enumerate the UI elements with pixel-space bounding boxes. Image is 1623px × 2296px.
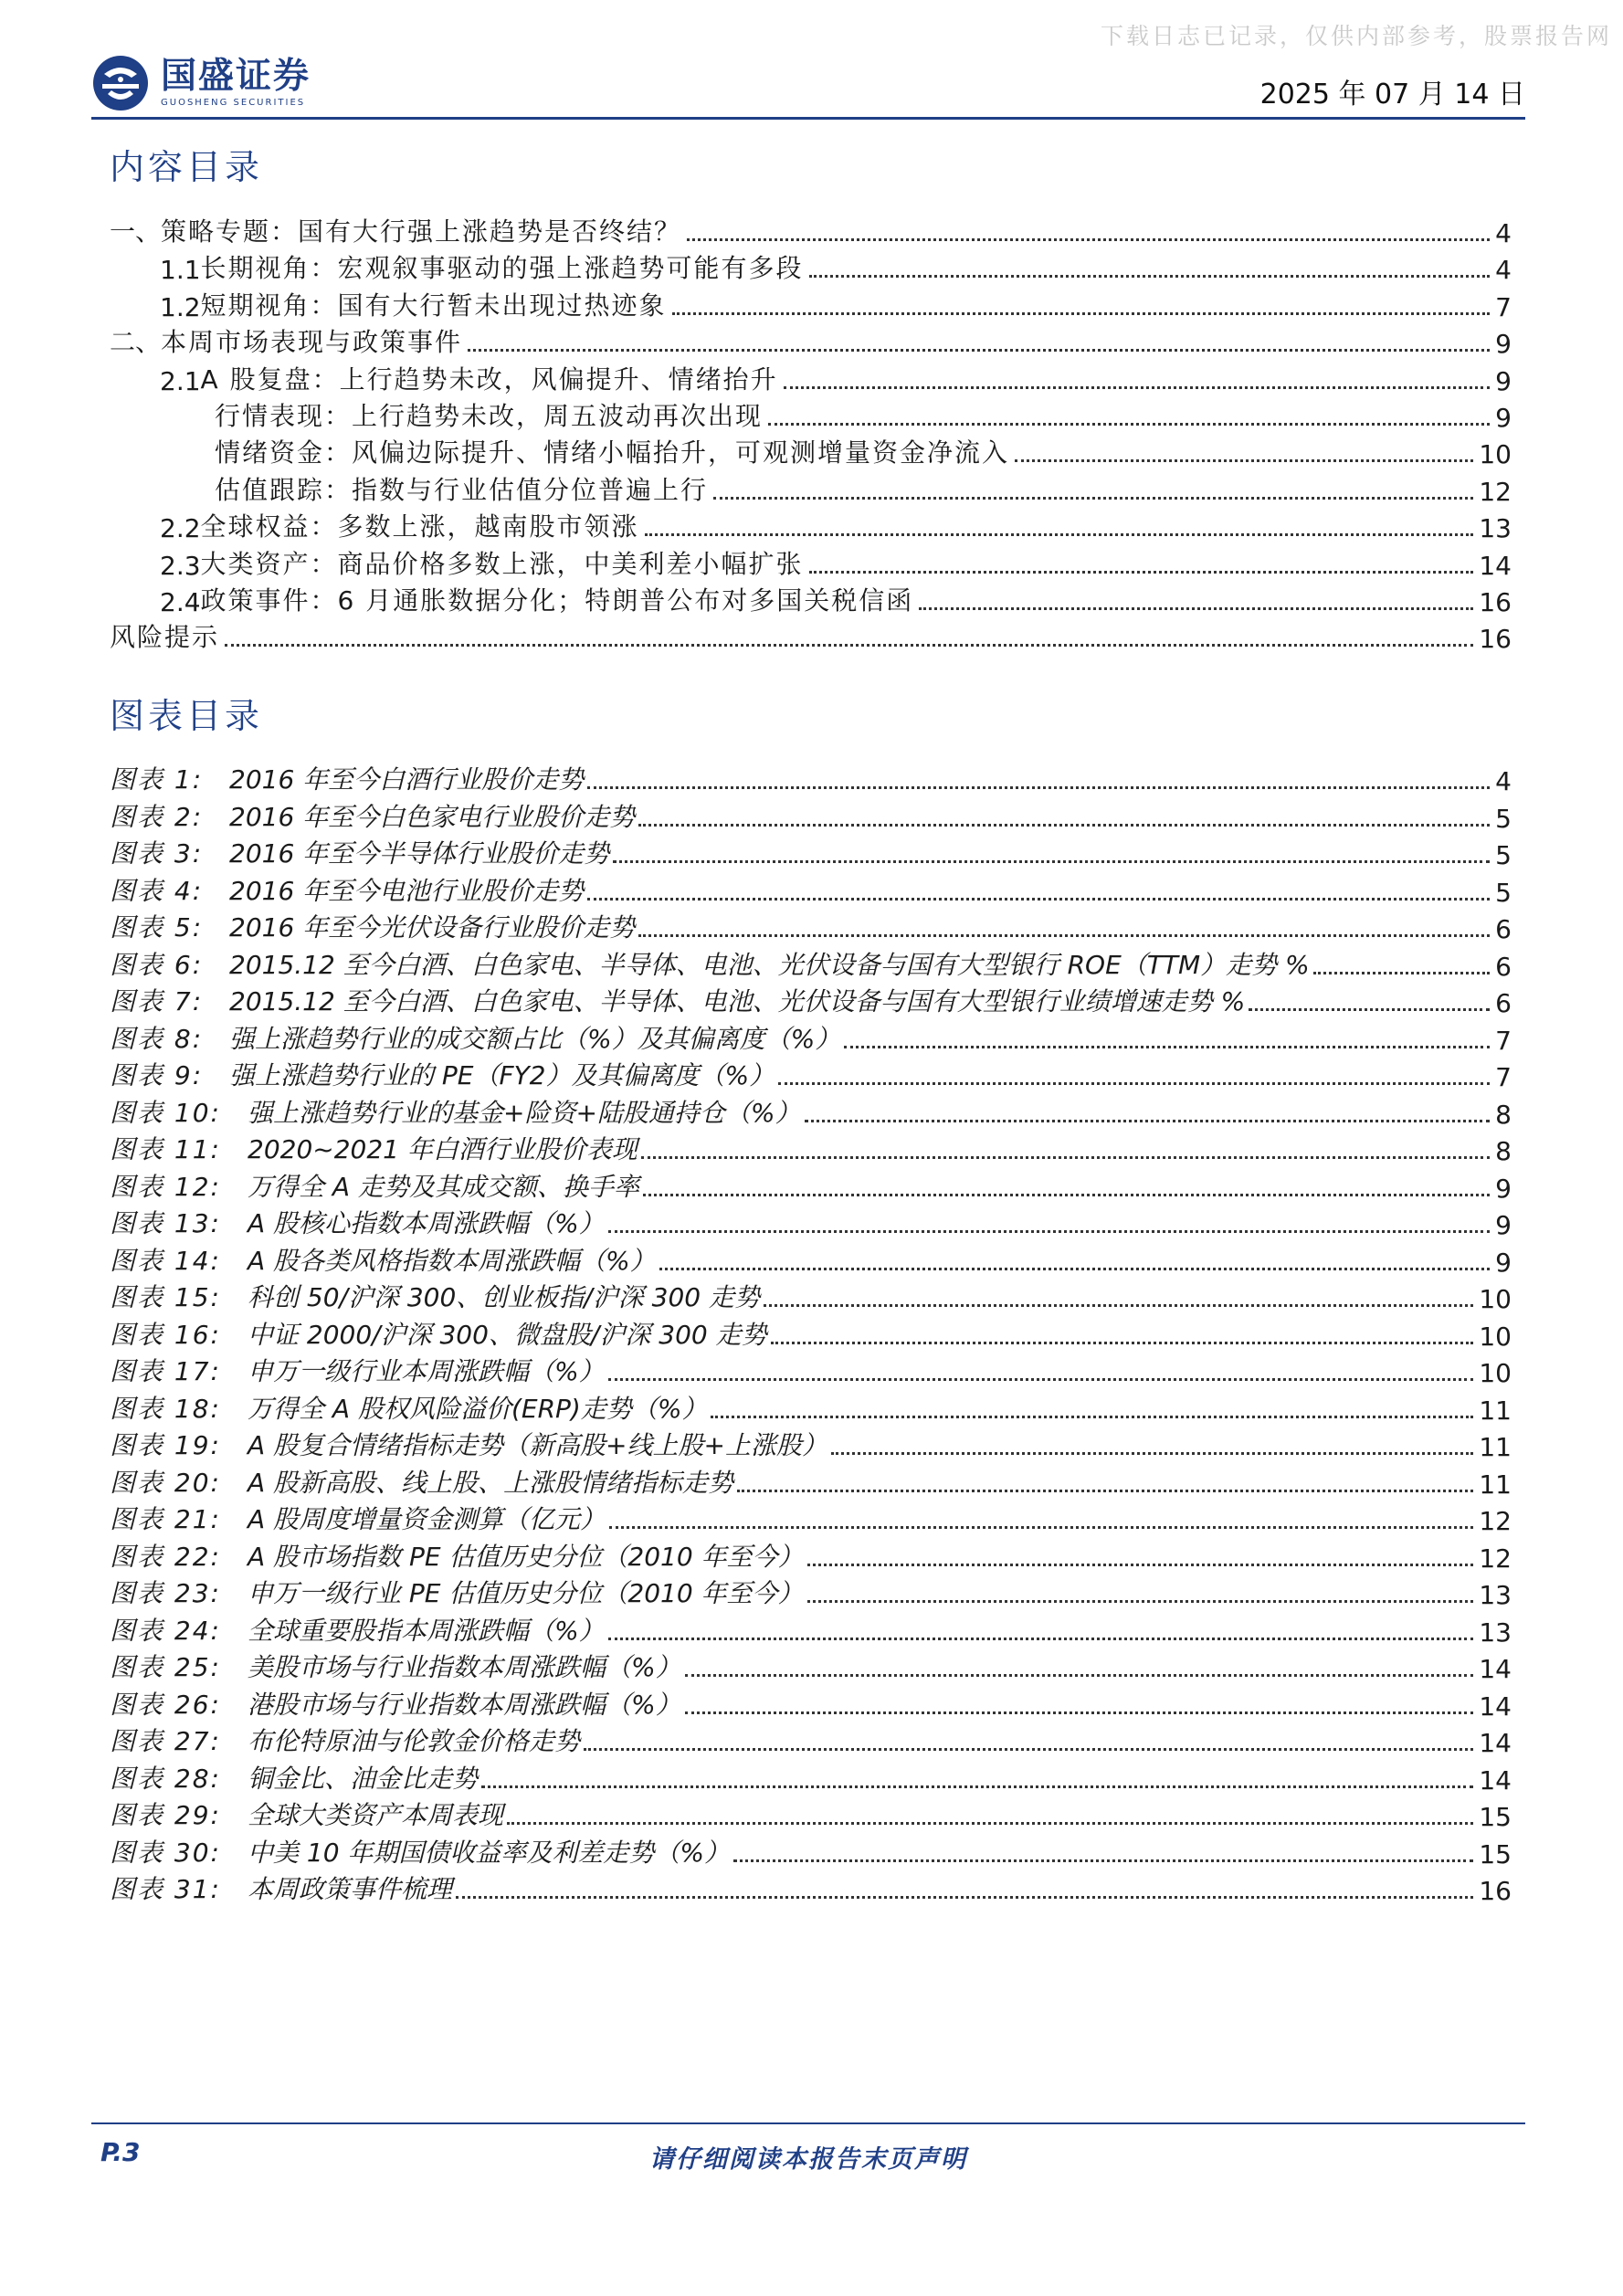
figure-dot-leader (608, 1230, 1491, 1233)
toc-entry[interactable] (110, 248, 1512, 285)
figure-entry[interactable] (110, 1130, 1512, 1166)
figure-entry[interactable] (110, 1315, 1512, 1352)
figure-entry-page: 5 (1495, 877, 1512, 908)
toc-entry-number: 二、 (110, 327, 162, 358)
toc-dot-leader (672, 312, 1491, 315)
figure-dot-leader (1249, 1008, 1490, 1011)
figure-entry-title: A 股核心指数本周涨跌幅（%） (248, 1208, 605, 1238)
figure-dot-leader (481, 1785, 1473, 1788)
figure-entry[interactable] (110, 797, 1512, 834)
toc-entry[interactable] (110, 507, 1512, 543)
figure-dot-leader (685, 1711, 1474, 1714)
figure-entry[interactable] (110, 1352, 1512, 1388)
figure-entry-title: A 股复合情绪指标走势（新高股+线上股+上涨股） (248, 1430, 827, 1460)
toc-entry[interactable] (110, 433, 1512, 469)
figure-dot-leader (659, 1268, 1491, 1270)
toc-dot-leader (468, 349, 1490, 352)
figure-entry-page: 5 (1495, 840, 1512, 870)
guosheng-logo-icon (91, 54, 150, 112)
figure-entry-page: 14 (1479, 1690, 1512, 1722)
toc-entry-title: 大类资产：商品价格多数上涨，中美利差小幅扩张 (200, 548, 804, 579)
figure-entry-page: 13 (1479, 1580, 1512, 1610)
figure-dot-leader (733, 1859, 1473, 1862)
figure-entry-title: 强上涨趋势行业的 PE（FY2）及其偏离度（%） (229, 1060, 775, 1090)
figure-entry-page: 7 (1495, 1062, 1512, 1092)
figure-entry[interactable] (110, 1426, 1512, 1462)
figure-list-title: 图表目录 (110, 696, 264, 736)
figure-entry-label: 图表 15: (110, 1282, 221, 1312)
figure-dot-leader (643, 1194, 1490, 1196)
figure-dot-leader (456, 1896, 1473, 1899)
figure-dot-leader (764, 1304, 1473, 1307)
toc-entry-title: A 股复盘：上行趋势未改，风偏提升、情绪抬升 (200, 363, 778, 395)
toc-entry[interactable] (110, 396, 1512, 433)
figure-entry-title: 全球重要股指本周涨跌幅（%） (248, 1615, 605, 1646)
figure-entry-label: 图表 6: (110, 949, 204, 980)
figure-entry-page: 14 (1479, 1728, 1512, 1758)
figure-entry[interactable] (110, 982, 1512, 1018)
figure-entry-page: 6 (1495, 988, 1512, 1018)
figure-entry-page: 9 (1495, 1210, 1512, 1240)
toc-dot-leader (645, 533, 1474, 536)
figure-dot-leader (807, 1600, 1474, 1603)
figure-entry-title: 申万一级行业 PE 估值历史分位（2010 年至今） (248, 1578, 804, 1608)
toc-entry-title: 本周市场表现与政策事件 (161, 327, 463, 358)
figure-entry[interactable] (110, 1019, 1512, 1056)
toc-entry[interactable] (110, 360, 1512, 396)
figure-entry-title: 强上涨趋势行业的基金+险资+陆股通持仓（%） (248, 1097, 801, 1128)
figure-entry-title: 全球大类资产本周表现 (248, 1800, 504, 1830)
figure-entry[interactable] (110, 1869, 1512, 1906)
figure-entry-page: 13 (1479, 1617, 1512, 1648)
figure-dot-leader (507, 1822, 1473, 1825)
figure-entry-page: 8 (1495, 1099, 1512, 1130)
figure-entry[interactable] (110, 1759, 1512, 1796)
figure-entry-label: 图表 4: (110, 875, 204, 906)
figure-entry-page: 16 (1479, 1876, 1512, 1906)
toc-dot-leader (768, 423, 1490, 426)
toc-entry-page: 10 (1479, 439, 1512, 470)
figure-entry-title: 2016 年至今光伏设备行业股价走势 (229, 912, 636, 943)
figure-entry-title: A 股市场指数 PE 估值历史分位（2010 年至今） (248, 1541, 804, 1572)
figure-dot-leader (587, 786, 1490, 789)
toc-entry-title: 行情表现：上行趋势未改，周五波动再次出现 (215, 401, 764, 431)
toc-entry-page: 9 (1495, 403, 1512, 433)
figure-entry-label: 图表 1: (110, 764, 204, 795)
figure-entry-page: 5 (1495, 803, 1512, 834)
toc-entry-title: 政策事件：6 月通胀数据分化；特朗普公布对多国关税信函 (200, 585, 914, 616)
figure-entry[interactable] (110, 1204, 1512, 1240)
figure-entry-label: 图表 28: (110, 1763, 221, 1794)
figure-entry-label: 图表 17: (110, 1356, 221, 1386)
figure-dot-leader (807, 1564, 1474, 1566)
figure-entry-title: 万得全 A 股权风险溢价(ERP)走势（%） (248, 1393, 708, 1424)
figure-entry-title: 中证 2000/沪深 300、微盘股/沪深 300 走势 (248, 1319, 767, 1350)
figure-entry-title: 布伦特原油与伦敦金价格走势 (248, 1726, 581, 1756)
figure-entry[interactable] (110, 1833, 1512, 1869)
toc-entry-number: 1.2 (160, 291, 201, 322)
toc-entry-number: 2.3 (160, 550, 201, 581)
toc-dot-leader (687, 238, 1490, 241)
figure-entry[interactable] (110, 1574, 1512, 1610)
toc-entry-page: 16 (1479, 624, 1512, 655)
figure-entry-title: 万得全 A 走势及其成交额、换手率 (248, 1171, 639, 1202)
figure-entry-label: 图表 10: (110, 1097, 221, 1128)
figure-entry-title: 2020~2021 年白酒行业股价表现 (248, 1134, 638, 1164)
figure-entry-page: 10 (1479, 1284, 1512, 1314)
figure-dot-leader (844, 1046, 1490, 1048)
figure-entry[interactable] (110, 1796, 1512, 1832)
figure-dot-leader (771, 1342, 1474, 1344)
figure-entry[interactable] (110, 1648, 1512, 1684)
figure-dot-leader (1313, 972, 1491, 974)
toc-entry-page: 4 (1495, 255, 1512, 286)
figure-dot-leader (609, 1526, 1473, 1529)
figure-entry-title: 铜金比、油金比走势 (248, 1763, 479, 1794)
page-footer (91, 2122, 1525, 2174)
figure-entry-title: 2016 年至今半导体行业股价走势 (229, 838, 610, 869)
figure-entry-label: 图表 30: (110, 1837, 221, 1868)
figure-entry-page: 14 (1479, 1654, 1512, 1684)
figure-dot-leader (711, 1416, 1473, 1418)
figure-dot-leader (584, 1748, 1473, 1751)
figure-entry-page: 12 (1479, 1506, 1512, 1536)
figure-entry-label: 图表 16: (110, 1319, 221, 1350)
figure-entry-label: 图表 14: (110, 1245, 221, 1276)
figure-entry-page: 6 (1495, 951, 1512, 982)
toc-entry-number: 2.1 (160, 365, 201, 396)
figure-entry-title: 科创 50/沪深 300、创业板指/沪深 300 走势 (248, 1282, 760, 1312)
figure-entry[interactable] (110, 1500, 1512, 1536)
figure-entry-label: 图表 5: (110, 912, 204, 943)
toc-dot-leader (919, 607, 1473, 610)
footer-page-number: P.3 (100, 2137, 141, 2167)
figure-dot-leader (638, 824, 1490, 827)
figure-entry-label: 图表 2: (110, 801, 204, 832)
figure-entry-label: 图表 3: (110, 838, 204, 869)
figure-dot-leader (778, 1082, 1490, 1085)
toc-dot-leader (713, 497, 1473, 500)
figure-entry-page: 14 (1479, 1764, 1512, 1796)
figure-dot-leader (608, 1638, 1474, 1640)
toc-entry-title: 全球权益：多数上涨，越南股市领涨 (200, 511, 639, 542)
figure-entry[interactable] (110, 1278, 1512, 1314)
figure-entry[interactable] (110, 1093, 1512, 1130)
watermark-text: 下载日志已记录，仅供内部参考，股票报告网 (1100, 23, 1612, 49)
figure-dot-leader (831, 1452, 1473, 1455)
toc-entry-number: 1.1 (160, 255, 201, 286)
toc-dot-leader (784, 386, 1491, 389)
figure-entry-label: 图表 13: (110, 1208, 221, 1238)
figure-entry[interactable] (110, 1463, 1512, 1500)
toc-entry-page: 9 (1495, 329, 1512, 360)
figure-entry-title: 港股市场与行业指数本周涨跌幅（%） (248, 1689, 681, 1720)
toc-dot-leader (225, 644, 1473, 647)
figure-entry-page: 11 (1479, 1432, 1512, 1462)
figure-entry-label: 图表 19: (110, 1430, 221, 1460)
figure-dot-leader (641, 1156, 1490, 1159)
figure-entry-page: 9 (1495, 1247, 1512, 1278)
figure-entry-label: 图表 11: (110, 1134, 221, 1164)
figure-entry-title: 美股市场与行业指数本周涨跌幅（%） (248, 1652, 681, 1682)
figure-entry[interactable] (110, 1722, 1512, 1758)
figure-entry-label: 图表 7: (110, 986, 204, 1016)
toc-title: 内容目录 (110, 147, 264, 187)
toc-entry[interactable] (110, 322, 1512, 359)
figure-entry-page: 6 (1495, 914, 1512, 944)
toc-entry-page: 16 (1479, 587, 1512, 617)
report-date: 2025 年 07 月 14 日 (1259, 79, 1525, 111)
toc-entry[interactable] (110, 617, 1512, 654)
figure-entry[interactable] (110, 871, 1512, 908)
figure-entry-label: 图表 26: (110, 1689, 221, 1720)
figure-dot-leader (685, 1674, 1474, 1677)
toc-entry[interactable] (110, 212, 1512, 248)
toc-entry-title: 长期视角：宏观叙事驱动的强上涨趋势可能有多段 (200, 253, 804, 284)
figure-entry-title: A 股各类风格指数本周涨跌幅（%） (248, 1245, 656, 1276)
figure-entry[interactable] (110, 908, 1512, 944)
figure-entry-label: 图表 9: (110, 1060, 204, 1090)
toc-entry-page: 14 (1479, 550, 1512, 581)
figure-entry-label: 图表 25: (110, 1652, 221, 1682)
figure-entry[interactable] (110, 1389, 1512, 1426)
figure-dot-leader (805, 1120, 1491, 1122)
toc-entry[interactable] (110, 544, 1512, 581)
figure-entry[interactable] (110, 834, 1512, 870)
figure-entry-page: 10 (1479, 1321, 1512, 1352)
figure-entry-label: 图表 22: (110, 1541, 221, 1572)
figure-entry-title: 2016 年至今白酒行业股价走势 (229, 764, 585, 795)
figure-entry-title: 强上涨趋势行业的成交额占比（%）及其偏离度（%） (229, 1023, 841, 1054)
figure-dot-leader (737, 1490, 1473, 1492)
logo-chinese-name: 国盛证券 (161, 56, 311, 97)
figure-entry[interactable] (110, 1241, 1512, 1278)
figure-entry-title: A 股新高股、线上股、上涨股情绪指标走势 (248, 1467, 734, 1498)
figure-entry[interactable] (110, 1056, 1512, 1092)
toc-entry[interactable] (110, 286, 1512, 322)
figure-entry-page: 4 (1495, 766, 1512, 796)
figure-dot-leader (587, 898, 1490, 900)
figure-entry-label: 图表 27: (110, 1726, 221, 1756)
figure-entry-page: 15 (1479, 1802, 1512, 1832)
figure-dot-leader (638, 934, 1490, 937)
toc-entry-number: 2.2 (160, 513, 201, 544)
figure-entry-label: 图表 23: (110, 1578, 221, 1608)
figure-entry-label: 图表 20: (110, 1467, 221, 1498)
toc-entry-title: 策略专题：国有大行强上涨趋势是否终结？ (161, 216, 682, 247)
page-header (91, 47, 1525, 120)
figure-entry-title: 中美 10 年期国债收益率及利差走势（%） (248, 1837, 731, 1868)
figure-dot-leader (613, 860, 1490, 863)
footer-disclaimer-note: 请仔细阅读本报告末页声明 (649, 2145, 967, 2174)
toc-dot-leader (809, 571, 1474, 574)
figure-entry-page: 12 (1479, 1543, 1512, 1574)
toc-dot-leader (1015, 459, 1473, 462)
figure-dot-leader (608, 1378, 1474, 1381)
figure-entry-title: 本周政策事件梳理 (248, 1874, 453, 1904)
toc-entry-number: 2.4 (160, 587, 201, 617)
figure-entry-label: 图表 8: (110, 1023, 204, 1054)
figure-entry-label: 图表 29: (110, 1800, 221, 1830)
toc-entry-title: 估值跟踪：指数与行业估值分位普遍上行 (215, 474, 709, 505)
figure-entry-label: 图表 12: (110, 1171, 221, 1202)
toc-entry-title: 风险提示 (110, 622, 220, 653)
figure-entry-page: 15 (1479, 1838, 1512, 1869)
toc-entry-number: 一、 (110, 216, 162, 247)
figure-entry[interactable] (110, 760, 1512, 796)
figure-entry-title: 申万一级行业本周涨跌幅（%） (248, 1356, 605, 1386)
company-logo (91, 53, 311, 113)
logo-english-name: GUOSHENG SECURITIES (161, 98, 306, 108)
figure-entry-page: 10 (1479, 1358, 1512, 1388)
figure-entry[interactable] (110, 1685, 1512, 1722)
toc-entry-page: 7 (1495, 291, 1512, 322)
figure-entry-title: A 股周度增量资金测算（亿元） (248, 1504, 606, 1534)
figure-entry-page: 7 (1495, 1025, 1512, 1056)
figure-entry-label: 图表 31: (110, 1874, 221, 1904)
figure-entry[interactable] (110, 1537, 1512, 1574)
figure-entry-page: 11 (1479, 1469, 1512, 1500)
figure-entry-title: 2015.12 至今白酒、白色家电、半导体、电池、光伏设备与国有大型银行业绩增速走势 % (229, 986, 1246, 1016)
toc-entry-page: 12 (1479, 476, 1512, 507)
figure-entry-title: 2016 年至今白色家电行业股价走势 (229, 801, 636, 832)
figure-entry-page: 11 (1479, 1395, 1512, 1426)
toc-entry-title: 情绪资金：风偏边际提升、情绪小幅抬升，可观测增量资金净流入 (215, 437, 1010, 469)
figure-entry-title: 2016 年至今电池行业股价走势 (229, 875, 585, 906)
figure-entry-label: 图表 21: (110, 1504, 221, 1534)
toc-entry-page: 4 (1495, 218, 1512, 248)
toc-dot-leader (809, 275, 1491, 278)
figure-entry[interactable] (110, 1611, 1512, 1648)
figure-entry[interactable] (110, 1167, 1512, 1204)
figure-entry-label: 图表 18: (110, 1393, 221, 1424)
figure-entry[interactable] (110, 945, 1512, 982)
figure-entry-page: 9 (1495, 1173, 1512, 1204)
toc-entry-page: 9 (1495, 365, 1512, 396)
figure-entry-label: 图表 24: (110, 1615, 221, 1646)
toc-entry[interactable] (110, 581, 1512, 617)
toc-entry[interactable] (110, 470, 1512, 507)
toc-entry-page: 13 (1479, 513, 1512, 544)
figure-entry-page: 8 (1495, 1136, 1512, 1166)
toc-entry-title: 短期视角：国有大行暂未出现过热迹象 (200, 290, 667, 321)
figure-entry-title: 2015.12 至今白酒、白色家电、半导体、电池、光伏设备与国有大型银行 ROE（TTM）走势 % (229, 949, 1310, 980)
